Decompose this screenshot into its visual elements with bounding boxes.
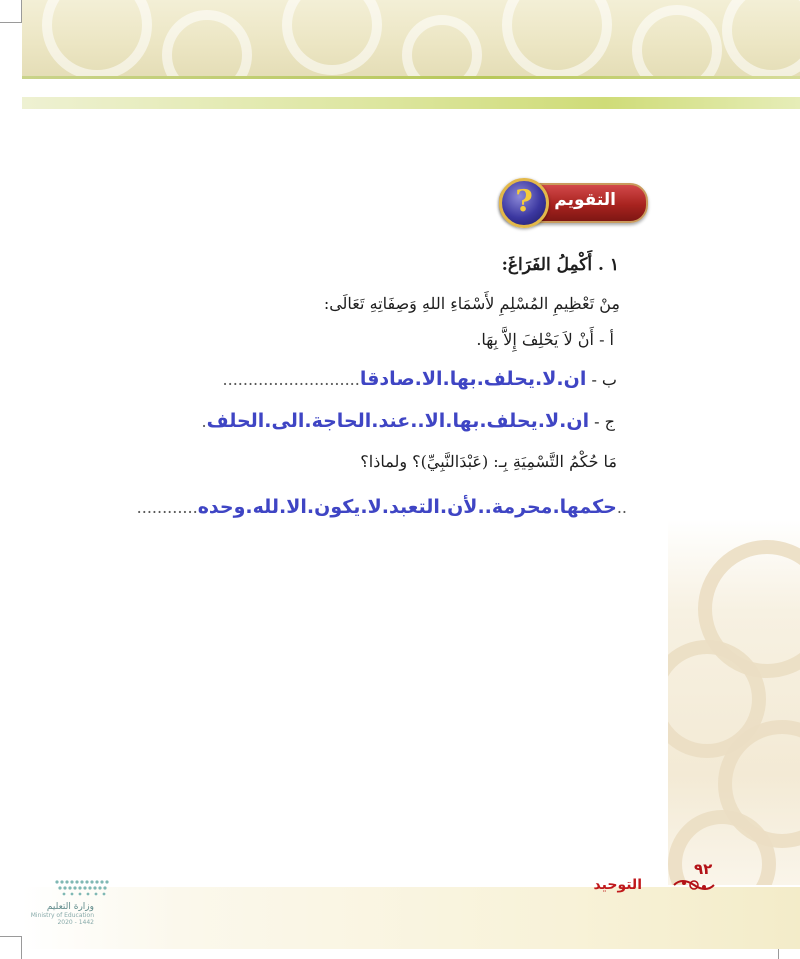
crop-mark	[0, 22, 22, 23]
item-b	[223, 368, 617, 390]
item-c-dots: .	[201, 412, 207, 431]
ministry-name-en: Ministry of Education	[30, 912, 94, 919]
bottom-strip	[22, 887, 800, 949]
exercise-heading: ١ . أَكْمِلُ الفَرَاغَ:	[501, 255, 619, 275]
exercise-intro: مِنْ تَعْظِيمِ المُسْلِمِ لأَسْمَاءِ اللهِ وَصِفَاتِهِ تَعَالَى:	[323, 294, 620, 313]
answer-text: حكمها.محرمة..لأن.التعبد.لا.يكون.الا.لله.وحده	[197, 496, 617, 518]
badge-label: التقويم	[554, 190, 616, 210]
page-number: ٩٢	[694, 860, 713, 878]
question-text: مَا حُكْمُ التَّسْمِيَةِ بِـ: (عَبْدَالنَّبِيِّ)؟ ولماذا؟	[360, 452, 617, 471]
item-c-prefix: ج -	[594, 412, 615, 431]
crop-mark	[0, 936, 22, 937]
question-mark-icon: ?	[499, 178, 549, 228]
item-b-answer: ان.لا.يحلف.بها.الا.صادقا	[359, 368, 587, 390]
banner-rule	[22, 76, 800, 79]
ministry-logo-icon	[52, 876, 114, 898]
item-c	[201, 410, 615, 432]
item-a: أ - أَنْ لاَ يَحْلِفَ إِلاَّ بِهَا.	[476, 330, 614, 349]
question-answer	[137, 496, 627, 518]
ministry-name-ar: وزارة التعليم	[46, 902, 94, 912]
ministry-year: 2020 - 1442	[57, 919, 94, 926]
item-b-dots: ...........................	[222, 370, 360, 389]
header-stripe	[22, 97, 800, 109]
answer-trail-dots: ............	[136, 498, 198, 517]
ornament-icon	[672, 875, 716, 895]
item-b-prefix: ب -	[591, 370, 617, 389]
item-c-answer: ان.لا.يحلف.بها.الا..عند.الحاجة.الى.الحلف	[206, 410, 590, 432]
answer-lead-dots: ..	[616, 498, 627, 517]
side-ornament	[668, 520, 800, 885]
subject-title: التوحيد	[593, 877, 642, 893]
ministry-wordmark	[24, 902, 94, 926]
top-ornamental-banner	[22, 0, 800, 78]
